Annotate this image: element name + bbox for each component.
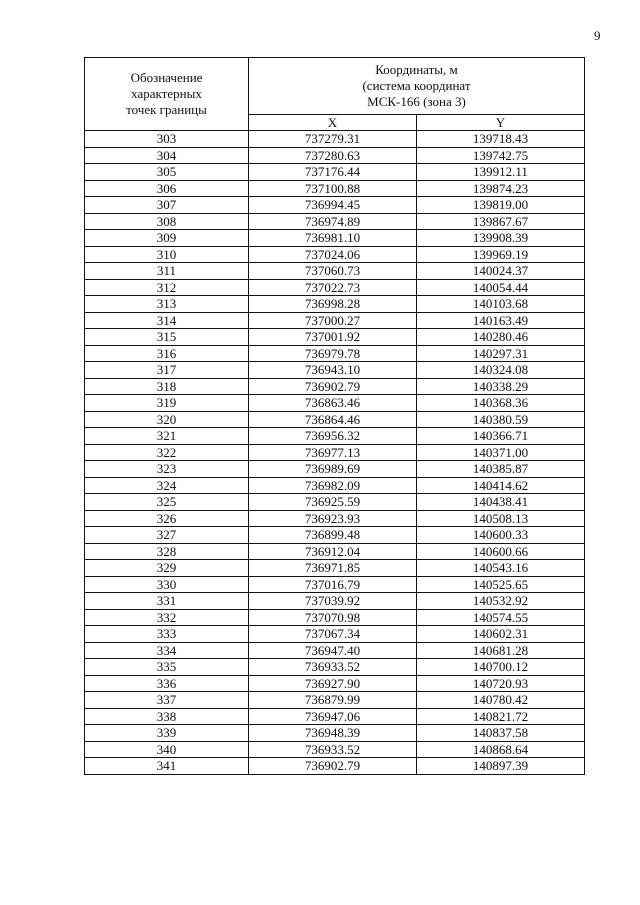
x-coordinate-cell: 737039.92 xyxy=(249,593,417,610)
page-number: 9 xyxy=(594,28,601,43)
point-number-cell: 305 xyxy=(85,164,249,181)
x-coordinate-cell: 736971.85 xyxy=(249,560,417,577)
table-row xyxy=(85,444,585,461)
y-coordinate-cell: 140525.65 xyxy=(417,576,585,593)
y-coordinate-cell: 140366.71 xyxy=(417,428,585,445)
table-row xyxy=(85,560,585,577)
table-row xyxy=(85,758,585,775)
y-coordinate-cell: 140380.59 xyxy=(417,411,585,428)
y-coordinate-cell: 140780.42 xyxy=(417,692,585,709)
table-row xyxy=(85,675,585,692)
y-coordinate-cell: 140600.66 xyxy=(417,543,585,560)
point-number-cell: 336 xyxy=(85,675,249,692)
point-number-cell: 337 xyxy=(85,692,249,709)
table-row xyxy=(85,461,585,478)
y-coordinate-cell: 140338.29 xyxy=(417,378,585,395)
x-coordinate-cell: 737279.31 xyxy=(249,131,417,148)
table-row xyxy=(85,164,585,181)
x-coordinate-cell: 736977.13 xyxy=(249,444,417,461)
point-number-cell: 314 xyxy=(85,312,249,329)
y-coordinate-cell: 140414.62 xyxy=(417,477,585,494)
y-coordinate-cell: 139819.00 xyxy=(417,197,585,214)
y-coordinate-cell: 140574.55 xyxy=(417,609,585,626)
x-coordinate-cell: 737060.73 xyxy=(249,263,417,280)
x-coordinate-cell: 737070.98 xyxy=(249,609,417,626)
x-coordinate-cell: 736943.10 xyxy=(249,362,417,379)
point-number-cell: 317 xyxy=(85,362,249,379)
point-number-cell: 341 xyxy=(85,758,249,775)
y-coordinate-cell: 139718.43 xyxy=(417,131,585,148)
x-coordinate-cell: 736879.99 xyxy=(249,692,417,709)
point-number-cell: 334 xyxy=(85,642,249,659)
y-coordinate-cell: 140297.31 xyxy=(417,345,585,362)
table-row xyxy=(85,494,585,511)
y-coordinate-cell: 140600.33 xyxy=(417,527,585,544)
x-coordinate-cell: 736925.59 xyxy=(249,494,417,511)
y-coordinate-cell: 140054.44 xyxy=(417,279,585,296)
table-row xyxy=(85,477,585,494)
x-coordinate-cell: 736864.46 xyxy=(249,411,417,428)
table-row xyxy=(85,527,585,544)
x-coordinate-cell: 737067.34 xyxy=(249,626,417,643)
y-coordinate-cell: 140324.08 xyxy=(417,362,585,379)
point-number-cell: 308 xyxy=(85,213,249,230)
table-row xyxy=(85,279,585,296)
x-coordinate-cell: 736974.89 xyxy=(249,213,417,230)
point-number-cell: 324 xyxy=(85,477,249,494)
x-coordinate-cell: 736994.45 xyxy=(249,197,417,214)
y-coordinate-cell: 140368.36 xyxy=(417,395,585,412)
y-coordinate-cell: 139969.19 xyxy=(417,246,585,263)
y-coordinate-cell: 140821.72 xyxy=(417,708,585,725)
x-coordinate-cell: 736923.93 xyxy=(249,510,417,527)
y-coordinate-cell: 140024.37 xyxy=(417,263,585,280)
x-coordinate-cell: 737280.63 xyxy=(249,147,417,164)
point-number-cell: 320 xyxy=(85,411,249,428)
table-row xyxy=(85,642,585,659)
point-number-cell: 318 xyxy=(85,378,249,395)
point-number-cell: 321 xyxy=(85,428,249,445)
point-number-cell: 307 xyxy=(85,197,249,214)
table-row xyxy=(85,725,585,742)
point-number-cell: 323 xyxy=(85,461,249,478)
y-coordinate-cell: 140868.64 xyxy=(417,741,585,758)
point-number-cell: 315 xyxy=(85,329,249,346)
table-row xyxy=(85,395,585,412)
coordinates-header: Координаты, м (система координат МСК-166 (зона 3) xyxy=(249,58,585,115)
y-coordinate-cell: 139867.67 xyxy=(417,213,585,230)
table-row xyxy=(85,213,585,230)
table-row xyxy=(85,378,585,395)
point-number-cell: 319 xyxy=(85,395,249,412)
point-number-cell: 333 xyxy=(85,626,249,643)
point-number-cell: 332 xyxy=(85,609,249,626)
x-coordinate-cell: 736902.79 xyxy=(249,758,417,775)
point-number-cell: 312 xyxy=(85,279,249,296)
point-number-cell: 309 xyxy=(85,230,249,247)
x-coordinate-cell: 736927.90 xyxy=(249,675,417,692)
table-row xyxy=(85,609,585,626)
table-row xyxy=(85,131,585,148)
y-coordinate-cell: 140371.00 xyxy=(417,444,585,461)
x-coordinate-cell: 736956.32 xyxy=(249,428,417,445)
y-coordinate-cell: 140438.41 xyxy=(417,494,585,511)
table-row xyxy=(85,345,585,362)
table-row xyxy=(85,428,585,445)
y-coordinate-cell: 140837.58 xyxy=(417,725,585,742)
x-coordinate-cell: 737176.44 xyxy=(249,164,417,181)
table-row xyxy=(85,510,585,527)
point-number-cell: 327 xyxy=(85,527,249,544)
table-header xyxy=(85,58,585,131)
table-row xyxy=(85,362,585,379)
point-number-cell: 339 xyxy=(85,725,249,742)
y-coordinate-cell: 140897.39 xyxy=(417,758,585,775)
table-row xyxy=(85,147,585,164)
point-number-cell: 304 xyxy=(85,147,249,164)
table-row xyxy=(85,659,585,676)
x-coordinate-cell: 736998.28 xyxy=(249,296,417,313)
y-coordinate-cell: 139912.11 xyxy=(417,164,585,181)
point-number-cell: 311 xyxy=(85,263,249,280)
point-number-cell: 338 xyxy=(85,708,249,725)
x-coordinate-cell: 736947.06 xyxy=(249,708,417,725)
y-coordinate-cell: 140280.46 xyxy=(417,329,585,346)
x-coordinate-cell: 737100.88 xyxy=(249,180,417,197)
x-coordinate-cell: 737000.27 xyxy=(249,312,417,329)
point-number-cell: 306 xyxy=(85,180,249,197)
point-number-cell: 328 xyxy=(85,543,249,560)
table-row xyxy=(85,626,585,643)
point-number-cell: 316 xyxy=(85,345,249,362)
table-row xyxy=(85,263,585,280)
y-coordinate-cell: 140681.28 xyxy=(417,642,585,659)
table-row xyxy=(85,593,585,610)
x-coordinate-cell: 736982.09 xyxy=(249,477,417,494)
y-coordinate-cell: 140103.68 xyxy=(417,296,585,313)
y-coordinate-cell: 140720.93 xyxy=(417,675,585,692)
point-number-cell: 335 xyxy=(85,659,249,676)
y-coordinate-cell: 140602.31 xyxy=(417,626,585,643)
point-number-cell: 329 xyxy=(85,560,249,577)
table-row xyxy=(85,576,585,593)
y-coordinate-cell: 140532.92 xyxy=(417,593,585,610)
table-row xyxy=(85,692,585,709)
x-column-header: X xyxy=(249,115,417,131)
x-coordinate-cell: 736989.69 xyxy=(249,461,417,478)
y-coordinate-cell: 139908.39 xyxy=(417,230,585,247)
x-coordinate-cell: 736899.48 xyxy=(249,527,417,544)
y-coordinate-cell: 140508.13 xyxy=(417,510,585,527)
point-number-cell: 325 xyxy=(85,494,249,511)
point-number-cell: 310 xyxy=(85,246,249,263)
x-coordinate-cell: 736912.04 xyxy=(249,543,417,560)
x-coordinate-cell: 736981.10 xyxy=(249,230,417,247)
x-coordinate-cell: 737001.92 xyxy=(249,329,417,346)
table-row xyxy=(85,197,585,214)
x-coordinate-cell: 737022.73 xyxy=(249,279,417,296)
table-row xyxy=(85,329,585,346)
point-number-cell: 313 xyxy=(85,296,249,313)
coordinates-table xyxy=(84,57,585,775)
y-coordinate-cell: 139742.75 xyxy=(417,147,585,164)
x-coordinate-cell: 737024.06 xyxy=(249,246,417,263)
point-designation-header: Обозначение характерных точек границы xyxy=(85,58,249,131)
x-coordinate-cell: 736902.79 xyxy=(249,378,417,395)
x-coordinate-cell: 736933.52 xyxy=(249,659,417,676)
point-number-cell: 303 xyxy=(85,131,249,148)
table-body xyxy=(85,131,585,775)
table-row xyxy=(85,741,585,758)
y-coordinate-cell: 140163.49 xyxy=(417,312,585,329)
table-row xyxy=(85,246,585,263)
table-row xyxy=(85,543,585,560)
point-number-cell: 326 xyxy=(85,510,249,527)
x-coordinate-cell: 736863.46 xyxy=(249,395,417,412)
x-coordinate-cell: 736933.52 xyxy=(249,741,417,758)
table-row xyxy=(85,230,585,247)
table-row xyxy=(85,708,585,725)
table-row xyxy=(85,296,585,313)
table-row xyxy=(85,411,585,428)
y-coordinate-cell: 139874.23 xyxy=(417,180,585,197)
y-coordinate-cell: 140385.87 xyxy=(417,461,585,478)
point-number-cell: 340 xyxy=(85,741,249,758)
y-column-header: Y xyxy=(417,115,585,131)
x-coordinate-cell: 737016.79 xyxy=(249,576,417,593)
x-coordinate-cell: 736979.78 xyxy=(249,345,417,362)
point-number-cell: 330 xyxy=(85,576,249,593)
point-number-cell: 322 xyxy=(85,444,249,461)
table-row xyxy=(85,180,585,197)
y-coordinate-cell: 140543.16 xyxy=(417,560,585,577)
y-coordinate-cell: 140700.12 xyxy=(417,659,585,676)
table-row xyxy=(85,312,585,329)
x-coordinate-cell: 736947.40 xyxy=(249,642,417,659)
x-coordinate-cell: 736948.39 xyxy=(249,725,417,742)
point-number-cell: 331 xyxy=(85,593,249,610)
